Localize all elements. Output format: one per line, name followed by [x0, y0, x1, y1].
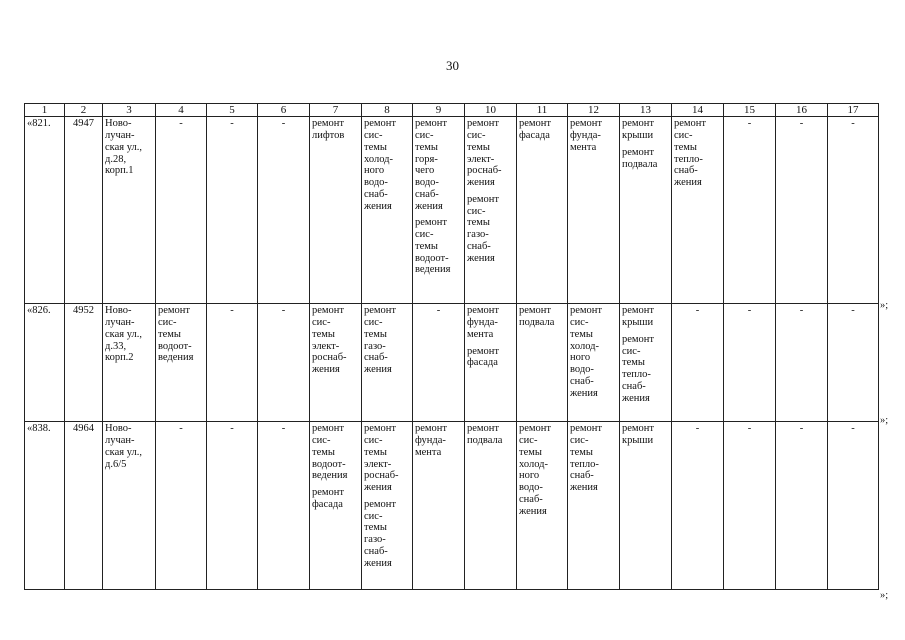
- work-item-line: тепло-: [622, 369, 651, 381]
- work-item-line: фунда-: [570, 130, 601, 142]
- column-header-9: 9: [413, 104, 465, 117]
- work-item: [519, 305, 565, 329]
- work-item-line: жения: [674, 177, 702, 189]
- work-item-line: ремонт: [519, 423, 552, 435]
- work-item-line: сис-: [570, 317, 589, 329]
- work-item-line: сис-: [674, 130, 693, 142]
- work-item-line: подвала: [519, 317, 555, 329]
- table-row: [25, 117, 879, 304]
- work-item-line: элект-: [467, 153, 495, 165]
- work-item-line: жения: [570, 387, 598, 399]
- column-header-4: 4: [156, 104, 207, 117]
- work-item-line: сис-: [415, 130, 434, 142]
- work-item-line: ремонт: [312, 118, 345, 130]
- header-row: [25, 104, 879, 117]
- work-item-line: сис-: [364, 435, 383, 447]
- address-line: корп.2: [105, 352, 134, 364]
- column-header-13: 13: [620, 104, 672, 117]
- work-item-line: ремонт: [312, 423, 345, 435]
- cell-col-13: [620, 304, 672, 422]
- work-item: [415, 423, 462, 458]
- work-item-line: сис-: [519, 435, 538, 447]
- work-item-line: темы: [519, 446, 542, 458]
- column-header-1: 1: [25, 104, 65, 117]
- work-item-line: фунда-: [415, 435, 446, 447]
- work-item-line: темы: [312, 328, 335, 340]
- work-item-line: роснаб-: [467, 165, 502, 177]
- work-item-line: водоот-: [312, 458, 346, 470]
- work-item-line: темы: [364, 141, 387, 153]
- work-item-line: темы: [467, 141, 490, 153]
- cell-col-13: [620, 422, 672, 590]
- work-item-line: сис-: [467, 130, 486, 142]
- work-item-line: ремонт: [467, 193, 500, 205]
- work-item-line: жения: [312, 364, 340, 376]
- cell-col-5: -: [207, 117, 258, 304]
- work-item: [674, 118, 721, 189]
- work-item-line: фунда-: [467, 317, 498, 329]
- work-item-line: газо-: [467, 229, 489, 241]
- work-item-line: ремонт: [622, 423, 655, 435]
- work-item-line: водо-: [415, 177, 439, 189]
- cell-col-15: -: [724, 117, 776, 304]
- row-closing-mark: »;: [880, 590, 889, 601]
- work-item-line: снаб-: [570, 375, 594, 387]
- work-item-line: ремонт: [415, 423, 448, 435]
- work-item-line: снаб-: [467, 240, 491, 252]
- work-item-line: ремонт: [674, 118, 707, 130]
- work-item-line: тепло-: [570, 458, 599, 470]
- address-line: д.28,: [105, 153, 127, 165]
- cell-col-13: [620, 117, 672, 304]
- work-item: [415, 118, 462, 212]
- work-item-line: сис-: [570, 435, 589, 447]
- work-item-line: жения: [622, 392, 650, 404]
- cell-col-8: [362, 304, 413, 422]
- cell-col-9: -: [413, 304, 465, 422]
- address-line: корп.1: [105, 165, 134, 177]
- address-line: лучан-: [105, 317, 135, 329]
- cell-col-16: -: [776, 422, 828, 590]
- work-item-line: снаб-: [364, 352, 388, 364]
- cell-col-4: -: [156, 422, 207, 590]
- work-item-line: снаб-: [364, 188, 388, 200]
- work-item-line: ного: [519, 470, 540, 482]
- work-item-line: водо-: [519, 482, 543, 494]
- cell-col-14: [672, 117, 724, 304]
- work-item-line: темы: [364, 446, 387, 458]
- address-line: д.33,: [105, 340, 127, 352]
- work-item: [364, 499, 410, 570]
- address-line: ская ул.,: [105, 328, 142, 340]
- work-item: [312, 423, 359, 482]
- work-item: [519, 118, 565, 142]
- cell-col-4: -: [156, 117, 207, 304]
- address-line: Ново-: [105, 423, 132, 435]
- work-item-line: ведения: [312, 470, 348, 482]
- work-item-line: ремонт: [364, 118, 397, 130]
- column-header-6: 6: [258, 104, 310, 117]
- address-line: ская ул.,: [105, 141, 142, 153]
- cell-col-3: [103, 422, 156, 590]
- work-item-line: темы: [364, 522, 387, 534]
- work-item-line: мента: [415, 446, 442, 458]
- work-item: [519, 423, 565, 517]
- work-item-line: темы: [312, 446, 335, 458]
- work-item-line: холод-: [519, 458, 548, 470]
- work-item-line: жения: [415, 200, 443, 212]
- cell-col-12: [568, 422, 620, 590]
- work-item-line: сис-: [364, 510, 383, 522]
- work-item-line: фасада: [519, 130, 550, 142]
- work-item-line: крыши: [622, 317, 654, 329]
- work-item-line: жения: [570, 482, 598, 494]
- table-row: [25, 304, 879, 422]
- work-item-line: темы: [467, 217, 490, 229]
- cell-col-14: -: [672, 304, 724, 422]
- address-line: д.6/5: [105, 458, 127, 470]
- cell-col-17: -: [828, 304, 879, 422]
- work-item: [622, 147, 669, 171]
- work-item-line: газо-: [364, 534, 386, 546]
- work-item-line: сис-: [312, 435, 331, 447]
- work-item-line: жения: [519, 505, 547, 517]
- column-header-5: 5: [207, 104, 258, 117]
- column-header-14: 14: [672, 104, 724, 117]
- work-item-line: сис-: [364, 317, 383, 329]
- work-item: [158, 305, 204, 364]
- work-item-line: роснаб-: [312, 352, 347, 364]
- work-item-line: темы: [415, 240, 438, 252]
- work-item: [467, 346, 514, 370]
- work-item-line: жения: [364, 557, 392, 569]
- cell-col-12: [568, 117, 620, 304]
- work-item-line: темы: [674, 141, 697, 153]
- row-closing-mark: »;: [880, 300, 889, 311]
- column-header-11: 11: [517, 104, 568, 117]
- work-item-line: снаб-: [415, 188, 439, 200]
- work-item: [622, 305, 669, 329]
- cell-col-1: «826.: [25, 304, 65, 422]
- column-header-7: 7: [310, 104, 362, 117]
- cell-col-17: -: [828, 422, 879, 590]
- work-item-line: роснаб-: [364, 470, 399, 482]
- cell-col-4: [156, 304, 207, 422]
- work-item-line: снаб-: [674, 165, 698, 177]
- cell-col-17: -: [828, 117, 879, 304]
- address-line: лучан-: [105, 435, 135, 447]
- work-item-line: снаб-: [364, 545, 388, 557]
- cell-col-10: [465, 304, 517, 422]
- column-header-2: 2: [65, 104, 103, 117]
- work-item-line: темы: [364, 328, 387, 340]
- cell-col-2: 4964: [65, 422, 103, 590]
- work-item-line: ремонт: [467, 305, 500, 317]
- cell-col-16: -: [776, 304, 828, 422]
- work-item-line: темы: [570, 446, 593, 458]
- work-item-line: ремонт: [467, 118, 500, 130]
- work-item-line: мента: [467, 328, 494, 340]
- work-item-line: сис-: [467, 205, 486, 217]
- work-item-line: элект-: [364, 458, 392, 470]
- cell-col-9: [413, 422, 465, 590]
- cell-col-7: [310, 422, 362, 590]
- work-item-line: тепло-: [674, 153, 703, 165]
- work-item: [570, 305, 617, 399]
- register-table: [24, 103, 879, 590]
- work-item-line: снаб-: [519, 493, 543, 505]
- work-item: [364, 423, 410, 494]
- work-item-line: ремонт: [622, 305, 655, 317]
- cell-col-3: [103, 304, 156, 422]
- work-item-line: ремонт: [622, 333, 655, 345]
- work-item: [570, 118, 617, 153]
- work-item-line: темы: [570, 328, 593, 340]
- page-number: 30: [446, 58, 459, 73]
- work-item-line: ведения: [158, 352, 194, 364]
- cell-col-9: [413, 117, 465, 304]
- cell-col-15: -: [724, 422, 776, 590]
- work-item-line: холод-: [364, 153, 393, 165]
- cell-col-11: [517, 117, 568, 304]
- work-item: [312, 487, 359, 511]
- work-item-line: крыши: [622, 435, 654, 447]
- work-item-line: ремонт: [312, 305, 345, 317]
- column-header-10: 10: [465, 104, 517, 117]
- work-item-line: сис-: [364, 130, 383, 142]
- cell-col-14: -: [672, 422, 724, 590]
- cell-col-11: [517, 304, 568, 422]
- work-item-line: газо-: [364, 340, 386, 352]
- work-item-line: ремонт: [622, 118, 655, 130]
- work-item: [570, 423, 617, 494]
- work-item-line: ремонт: [415, 217, 448, 229]
- work-item: [312, 305, 359, 376]
- work-item-line: ремонт: [364, 305, 397, 317]
- address-line: лучан-: [105, 130, 135, 142]
- cell-col-3: [103, 117, 156, 304]
- column-header-8: 8: [362, 104, 413, 117]
- work-item-line: жения: [364, 364, 392, 376]
- work-item-line: ремонт: [364, 423, 397, 435]
- work-item: [467, 305, 514, 340]
- cell-col-12: [568, 304, 620, 422]
- work-item-line: темы: [622, 357, 645, 369]
- work-item-line: ремонт: [467, 423, 500, 435]
- work-item-line: жения: [364, 482, 392, 494]
- table-row: [25, 422, 879, 590]
- work-item: [364, 305, 410, 376]
- work-item-line: ремонт: [158, 305, 191, 317]
- work-item-line: ремонт: [570, 423, 603, 435]
- work-item-line: ремонт: [415, 118, 448, 130]
- cell-col-8: [362, 117, 413, 304]
- work-item-line: подвала: [622, 158, 658, 170]
- work-item: [622, 334, 669, 405]
- work-item-line: ремонт: [622, 146, 655, 158]
- work-item: [622, 118, 669, 142]
- work-item-line: крыши: [622, 130, 654, 142]
- work-item-line: фасада: [312, 498, 343, 510]
- work-item: [415, 217, 462, 276]
- work-item-line: сис-: [312, 317, 331, 329]
- work-item-line: сис-: [158, 317, 177, 329]
- work-item-line: ного: [364, 165, 385, 177]
- cell-col-10: [465, 422, 517, 590]
- work-item-line: ремонт: [519, 118, 552, 130]
- work-item: [364, 118, 410, 212]
- work-item-line: чего: [415, 165, 435, 177]
- work-item: [467, 194, 514, 265]
- work-item-line: ремонт: [570, 118, 603, 130]
- work-item-line: водо-: [364, 177, 388, 189]
- work-item-line: элект-: [312, 340, 340, 352]
- work-item: [622, 423, 669, 447]
- work-item-line: ремонт: [364, 498, 397, 510]
- column-header-16: 16: [776, 104, 828, 117]
- work-item-line: ремонт: [570, 305, 603, 317]
- work-item-line: холод-: [570, 340, 599, 352]
- work-item-line: ремонт: [312, 487, 345, 499]
- work-item-line: темы: [158, 328, 181, 340]
- work-item-line: жения: [467, 252, 495, 264]
- work-item-line: снаб-: [622, 380, 646, 392]
- work-item-line: лифтов: [312, 130, 345, 142]
- cell-col-11: [517, 422, 568, 590]
- work-item-line: ремонт: [467, 345, 500, 357]
- work-item-line: подвала: [467, 435, 503, 447]
- address-line: ская ул.,: [105, 446, 142, 458]
- cell-col-15: -: [724, 304, 776, 422]
- work-item: [467, 423, 514, 447]
- cell-col-6: -: [258, 304, 310, 422]
- work-item-line: жения: [467, 177, 495, 189]
- cell-col-5: -: [207, 422, 258, 590]
- cell-col-8: [362, 422, 413, 590]
- work-item-line: водоот-: [415, 252, 449, 264]
- cell-col-10: [465, 117, 517, 304]
- work-item-line: мента: [570, 141, 597, 153]
- cell-col-2: 4952: [65, 304, 103, 422]
- work-item-line: ного: [570, 352, 591, 364]
- work-item-line: сис-: [415, 229, 434, 241]
- work-item-line: жения: [364, 200, 392, 212]
- address-line: Ново-: [105, 305, 132, 317]
- column-header-15: 15: [724, 104, 776, 117]
- cell-col-6: -: [258, 422, 310, 590]
- cell-col-7: [310, 304, 362, 422]
- column-header-3: 3: [103, 104, 156, 117]
- cell-col-16: -: [776, 117, 828, 304]
- work-item: [467, 118, 514, 189]
- work-item-line: ремонт: [519, 305, 552, 317]
- work-item-line: горя-: [415, 153, 438, 165]
- column-header-12: 12: [568, 104, 620, 117]
- address-line: Ново-: [105, 118, 132, 130]
- work-item-line: снаб-: [570, 470, 594, 482]
- work-item-line: водо-: [570, 364, 594, 376]
- work-item-line: сис-: [622, 345, 641, 357]
- cell-col-1: «838.: [25, 422, 65, 590]
- work-item-line: фасада: [467, 357, 498, 369]
- cell-col-2: 4947: [65, 117, 103, 304]
- cell-col-1: «821.: [25, 117, 65, 304]
- work-item-line: ведения: [415, 264, 451, 276]
- cell-col-6: -: [258, 117, 310, 304]
- cell-col-5: -: [207, 304, 258, 422]
- row-closing-mark: »;: [880, 415, 889, 426]
- work-item: [312, 118, 359, 142]
- cell-col-7: [310, 117, 362, 304]
- work-item-line: водоот-: [158, 340, 192, 352]
- column-header-17: 17: [828, 104, 879, 117]
- work-item-line: темы: [415, 141, 438, 153]
